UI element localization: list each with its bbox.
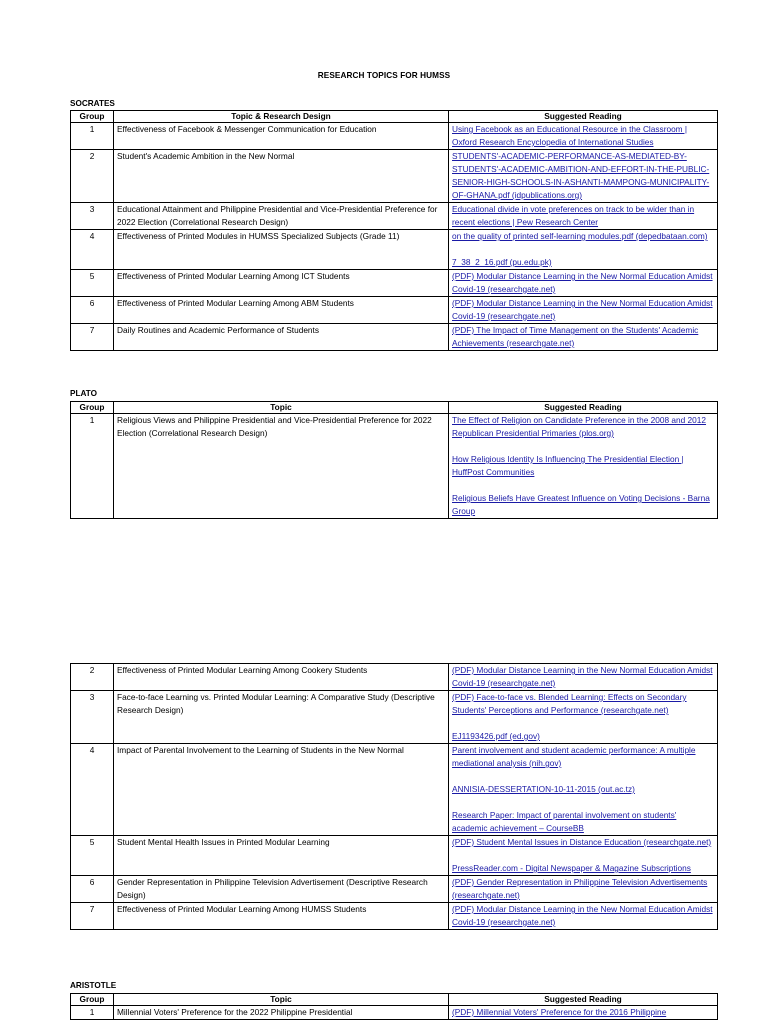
column-header: Topic <box>114 994 449 1006</box>
reading-link[interactable]: Religious Beliefs Have Greatest Influence on Voting Decisions - Barna Group <box>452 493 710 516</box>
reading-link[interactable]: (PDF) Modular Distance Learning in the New Normal Education Amidst Covid-19 (researchgate.net) <box>452 271 713 294</box>
table-header-row <box>71 402 718 414</box>
column-header: Group <box>71 111 114 123</box>
reading-link[interactable]: Using Facebook as an Educational Resource in the Classroom | Oxford Research Encyclopedia of International Studies <box>452 124 688 147</box>
column-header: Group <box>71 402 114 414</box>
reading-link[interactable]: Research Paper: Impact of parental involvement on students' academic achievement – CourseBB <box>452 810 677 833</box>
spacer <box>452 440 714 453</box>
group-number: 7 <box>71 324 114 351</box>
reading-link[interactable]: 7_38_2_16.pdf (pu.edu.pk) <box>452 257 552 267</box>
table-row <box>71 324 718 351</box>
reading-link[interactable]: The Effect of Religion on Candidate Preference in the 2008 and 2012 Republican Presidential Primaries (plos.org) <box>452 415 707 438</box>
table-row <box>71 123 718 150</box>
table-row <box>71 230 718 270</box>
group-number: 6 <box>71 297 114 324</box>
reading-link[interactable]: (PDF) The Impact of Time Management on the Students' Academic Achievements (researchgate.net) <box>452 325 699 348</box>
topic-cell: Effectiveness of Printed Modular Learning Among HUMSS Students <box>114 903 449 930</box>
suggested-reading-cell <box>449 203 718 230</box>
column-header: Topic & Research Design <box>114 111 449 123</box>
column-header: Suggested Reading <box>449 994 718 1006</box>
group-number: 1 <box>71 123 114 150</box>
aristotle-table <box>70 993 718 1020</box>
topic-cell: Face-to-face Learning vs. Printed Modular Learning: A Comparative Study (Descriptive Research Design) <box>114 691 449 744</box>
topic-cell: Effectiveness of Printed Modular Learning Among ICT Students <box>114 270 449 297</box>
suggested-reading-cell <box>449 230 718 270</box>
table-row <box>71 664 718 691</box>
spacer <box>452 479 714 492</box>
table-row <box>71 1006 718 1020</box>
topic-cell: Effectiveness of Printed Modules in HUMSS Specialized Subjects (Grade 11) <box>114 230 449 270</box>
reading-link[interactable]: Educational divide in vote preferences on track to be wider than in recent elections | Pew Research Center <box>452 204 695 227</box>
group-number: 5 <box>71 270 114 297</box>
plato-table-continued <box>70 663 718 930</box>
topic-cell: Effectiveness of Printed Modular Learning Among Cookery Students <box>114 664 449 691</box>
group-number: 3 <box>71 203 114 230</box>
table-row <box>71 876 718 903</box>
document-title: RESEARCH TOPICS FOR HUMSS <box>317 71 451 80</box>
topic-cell: Student's Academic Ambition in the New Normal <box>114 150 449 203</box>
topic-cell: Millennial Voters' Preference for the 2022 Philippine Presidential <box>114 1006 449 1020</box>
reading-link[interactable]: EJ1193426.pdf (ed.gov) <box>452 731 540 741</box>
table-row <box>71 744 718 836</box>
table-row <box>71 270 718 297</box>
table-row <box>71 297 718 324</box>
group-number: 1 <box>71 1006 114 1020</box>
suggested-reading-cell <box>449 876 718 903</box>
group-number: 1 <box>71 414 114 519</box>
topic-cell: Educational Attainment and Philippine Presidential and Vice-Presidential Preference for 2022 Election (Correlational Research Design) <box>114 203 449 230</box>
suggested-reading-cell <box>449 836 718 876</box>
topic-cell: Gender Representation in Philippine Television Advertisement (Descriptive Research Design) <box>114 876 449 903</box>
plato-table <box>70 401 718 519</box>
suggested-reading-cell <box>449 414 718 519</box>
column-header: Suggested Reading <box>449 111 718 123</box>
topic-cell: Effectiveness of Facebook & Messenger Communication for Education <box>114 123 449 150</box>
reading-link[interactable]: Parent involvement and student academic performance: A multiple mediational analysis (nih.gov) <box>452 745 696 768</box>
table-row <box>71 836 718 876</box>
topic-cell: Religious Views and Philippine Presidential and Vice-Presidential Preference for 2022 Election (Correlational Research Design) <box>114 414 449 519</box>
reading-link[interactable]: STUDENTS'-ACADEMIC-PERFORMANCE-AS-MEDIATED-BY-STUDENTS'-ACADEMIC-AMBITION-AND-EFFORT-IN-THE-PUBLIC-SENIOR-HIGH-SCHOOLS-IN-ASHANTI-MAMPONG-MUNICIPALITY-OF-GHANA.pdf (idpublications.org) <box>452 151 710 200</box>
reading-link[interactable]: (PDF) Modular Distance Learning in the New Normal Education Amidst Covid-19 (researchgate.net) <box>452 665 713 688</box>
reading-link[interactable]: (PDF) Millennial Voters' Preference for the 2016 Philippine <box>452 1007 667 1017</box>
topic-cell: Daily Routines and Academic Performance of Students <box>114 324 449 351</box>
table-row <box>71 414 718 519</box>
table-row <box>71 691 718 744</box>
reading-link[interactable]: How Religious Identity Is Influencing The Presidential Election | HuffPost Communities <box>452 454 684 477</box>
suggested-reading-cell <box>449 324 718 351</box>
group-number: 3 <box>71 691 114 744</box>
group-number: 4 <box>71 230 114 270</box>
spacer <box>452 770 714 783</box>
table-header-row <box>71 994 718 1006</box>
column-header: Topic <box>114 402 449 414</box>
topic-cell: Student Mental Health Issues in Printed Modular Learning <box>114 836 449 876</box>
suggested-reading-cell <box>449 903 718 930</box>
reading-link[interactable]: (PDF) Student Mental Issues in Distance Education (researchgate.net) <box>452 837 712 847</box>
group-number: 5 <box>71 836 114 876</box>
suggested-reading-cell <box>449 270 718 297</box>
reading-link[interactable]: PressReader.com - Digital Newspaper & Magazine Subscriptions <box>452 863 691 873</box>
reading-link[interactable]: on the quality of printed self-learning modules.pdf (depedbataan.com) <box>452 231 708 241</box>
suggested-reading-cell <box>449 123 718 150</box>
reading-link[interactable]: (PDF) Modular Distance Learning in the New Normal Education Amidst Covid-19 (researchgate.net) <box>452 904 713 927</box>
reading-link[interactable]: ANNISIA-DESSERTATION-10-11-2015 (out.ac.tz) <box>452 784 635 794</box>
group-number: 6 <box>71 876 114 903</box>
table-row <box>71 150 718 203</box>
socrates-table <box>70 110 718 351</box>
suggested-reading-cell <box>449 297 718 324</box>
spacer <box>452 796 714 809</box>
topic-cell: Effectiveness of Printed Modular Learning Among ABM Students <box>114 297 449 324</box>
suggested-reading-cell <box>449 691 718 744</box>
spacer <box>452 717 714 730</box>
table-row <box>71 203 718 230</box>
topic-cell: Impact of Parental Involvement to the Learning of Students in the New Normal <box>114 744 449 836</box>
spacer <box>452 849 714 862</box>
reading-link[interactable]: (PDF) Gender Representation in Philippine Television Advertisements (researchgate.net) <box>452 877 708 900</box>
group-number: 7 <box>71 903 114 930</box>
spacer <box>452 243 714 256</box>
suggested-reading-cell <box>449 664 718 691</box>
section-label-socrates: SOCRATES <box>70 99 115 108</box>
suggested-reading-cell <box>449 1006 718 1020</box>
group-number: 2 <box>71 664 114 691</box>
table-header-row <box>71 111 718 123</box>
group-number: 4 <box>71 744 114 836</box>
section-label-aristotle: ARISTOTLE <box>70 981 117 990</box>
suggested-reading-cell <box>449 744 718 836</box>
reading-link[interactable]: (PDF) Modular Distance Learning in the New Normal Education Amidst Covid-19 (researchgate.net) <box>452 298 713 321</box>
column-header: Suggested Reading <box>449 402 718 414</box>
table-row <box>71 903 718 930</box>
group-number: 2 <box>71 150 114 203</box>
column-header: Group <box>71 994 114 1006</box>
reading-link[interactable]: (PDF) Face-to-face vs. Blended Learning: Effects on Secondary Students' Perceptions and Performance (researchgate.net) <box>452 692 687 715</box>
section-label-plato: PLATO <box>70 389 97 398</box>
suggested-reading-cell <box>449 150 718 203</box>
